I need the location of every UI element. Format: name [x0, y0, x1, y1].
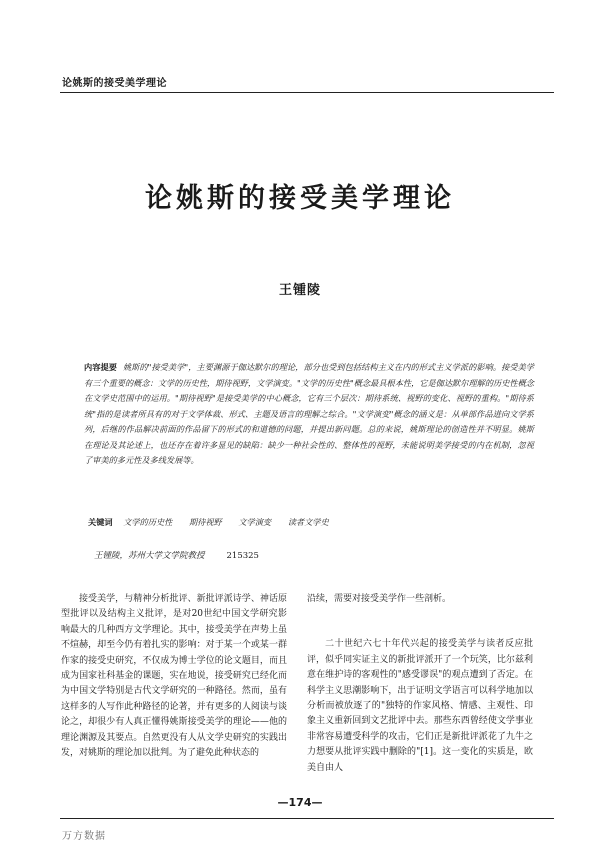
body-right-column — [307, 592, 533, 776]
keywords — [88, 517, 528, 528]
watermark-text: 万方数据 — [62, 831, 106, 842]
keyword: 文学演变 — [238, 517, 272, 527]
keyword: 期待视野 — [188, 517, 222, 527]
running-head: 论姚斯的接受美学理论 — [62, 78, 167, 89]
footer-rule — [60, 818, 554, 819]
header-rule — [60, 92, 554, 93]
affiliation-text: 王锺陵，苏州大学文学院教授 — [94, 551, 205, 561]
abstract-label: 内容提要 — [84, 362, 117, 372]
author-name: 王锺陵 — [278, 283, 321, 298]
keywords-label: 关键词 — [88, 517, 113, 527]
article-title: 论姚斯的接受美学理论 — [145, 183, 455, 214]
body-paragraph-continuation: 沿续，需要对接受美学作一些剖析。 — [307, 594, 452, 604]
abstract — [84, 360, 534, 469]
author-affiliation — [94, 549, 259, 561]
body-paragraph: 二十世纪六七十年代兴起的接受美学与读者反应批评，似乎同实证主义的新批评派开了一个玩笑，比尔兹利意在维护诗的客观性的"感受谬误"的观点遭到了否定。在科学主义思潮影响下，出于证明文学语言可以科学地加以分析而被放逐了的"独特的作家风格、情感、主观性、印象主义重新回到文艺批评中去。那些东西曾经使文学事业非常容易遭受科学的攻击，它们正是新批评派花了九牛之力想要从批评实践中删除的"[1]。这一变化的实质是，欧美自由人 — [307, 639, 533, 773]
postcode: 215325 — [226, 551, 259, 561]
body-left-column — [61, 592, 287, 761]
abstract-text: 姚斯的"接受美学"，主要渊源于伽达默尔的理论，部分也受到包括结构主义在内的形式主义学派的影响。接受美学有三个重要的概念：文学的历史性，期待视野，文学演变。"文学的历史性"概念最具根本性，它是伽达默尔理解的历史性概念在文学史范围中的运用。"期待视野"是接受美学的中心概念，它有三个层次：期待系统、视野的变化、视野的重构。"期待系统"指的是读者所具有的对于文学体裁、形式、主题及语言的理解之综合。"文学演变"概念的涵义是：从单部作品进向文学系列，后继的作品解决前面的作品留下的形式的和道德的问题，并提出新问题。总的来说，姚斯理论的创造性并不明显。姚斯在理论及其论述上，也还存在着许多显见的缺陷：缺少一种社会性的、整体性的视野，未能说明美学接受的内在机制，忽视了审美的多元性及多线发展等。 — [84, 362, 534, 465]
keyword: 文学的历史性 — [123, 517, 173, 527]
page-number: —174— — [277, 796, 323, 809]
keyword: 读者文学史 — [287, 517, 329, 527]
body-paragraph: 接受美学，与精神分析批评、新批评派诗学、神话原型批评以及结构主义批评，是对20世纪中国文学研究影响最大的几种西方文学理论。其中，接受美学在声势上虽不煊赫，却至今仍有着扎实的影响：对于某一个或某一群作家的接受史研究，不仅成为博士学位的论文题目，而且成为国家社科基金的课题，实在地说，接受研究已经化而为中国文学特别是古代文学研究的一种路径。然而，虽有这样多的人写作此种路径的论著，并有更多的人阅读与谈论之，却很少有人真正懂得姚斯接受美学的理论——他的理论渊源及其要点。自然更没有人从文学史研究的实践出发，对姚斯的理论加以批判。为了避免此种状态的 — [61, 594, 287, 759]
